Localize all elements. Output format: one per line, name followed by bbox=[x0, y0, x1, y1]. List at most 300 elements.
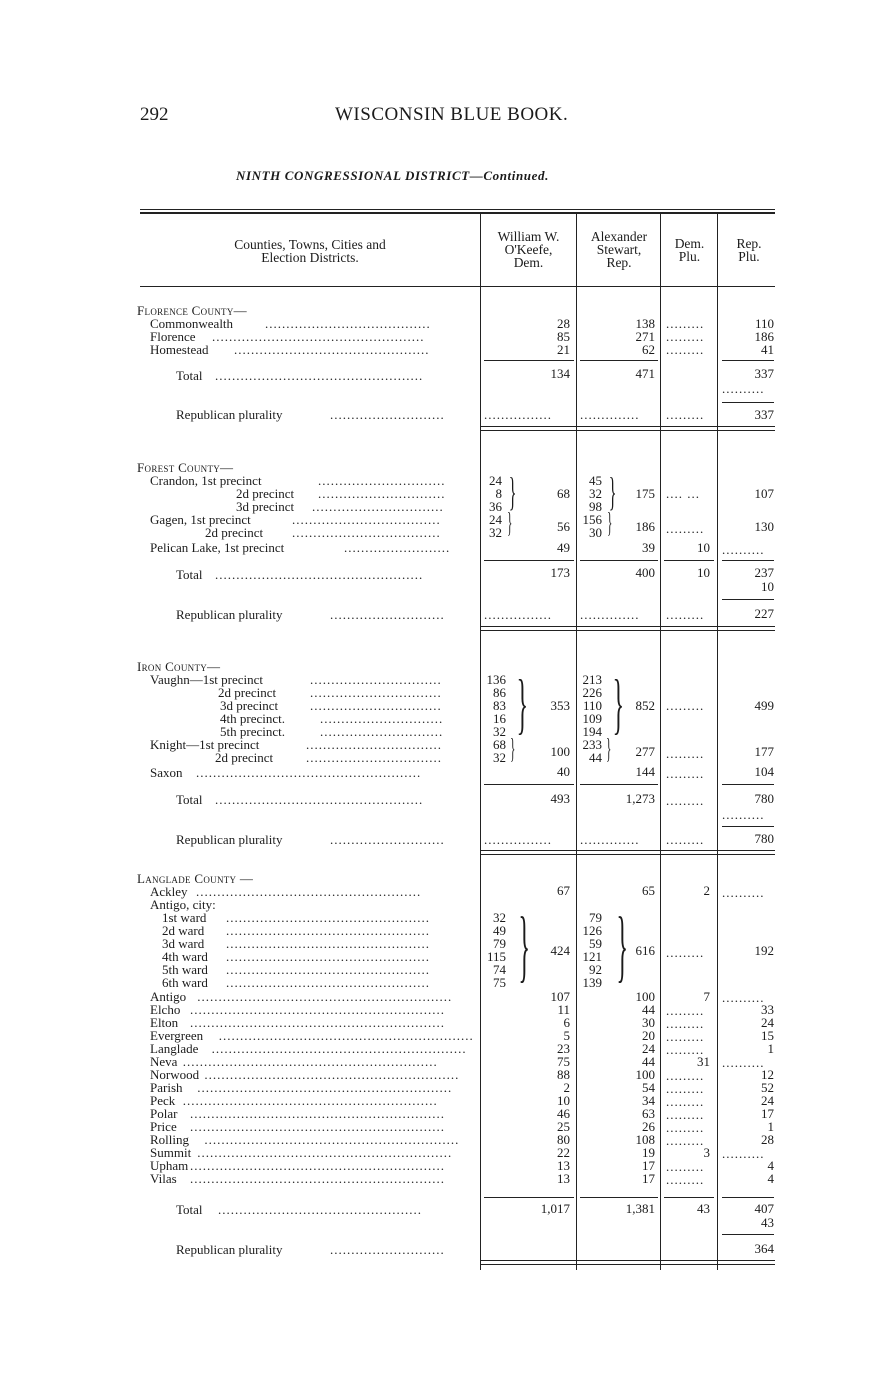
dem-votes: 46 bbox=[557, 1106, 570, 1121]
sum-rule bbox=[484, 360, 574, 361]
leader-dots: ......... bbox=[666, 1043, 705, 1056]
leader-dots: ................ bbox=[484, 408, 552, 421]
row-label: 3d precinct bbox=[236, 499, 295, 514]
rep-plurality: 52 bbox=[761, 1080, 774, 1095]
rep-plurality: 4 bbox=[767, 1171, 774, 1186]
precinct-rep: 226 bbox=[582, 685, 602, 700]
total-label: Total bbox=[176, 792, 203, 807]
leader-dots: ..................................................... bbox=[196, 885, 422, 898]
section-rule bbox=[480, 630, 775, 631]
sum-rule bbox=[664, 1197, 714, 1198]
dem-votes: 28 bbox=[557, 316, 570, 331]
leader-dots: ............................................................ bbox=[190, 1003, 445, 1016]
precinct-dem: 24 bbox=[489, 512, 502, 527]
dem-votes: 40 bbox=[557, 764, 570, 779]
rep-votes: 17 bbox=[642, 1171, 655, 1186]
row-label: Neva bbox=[150, 1054, 178, 1069]
section-rule bbox=[480, 850, 775, 851]
dem-votes: 100 bbox=[550, 744, 570, 759]
rep-plu-offset: 43 bbox=[761, 1215, 774, 1230]
leader-dots: ......... bbox=[666, 1095, 705, 1108]
precinct-rep: 194 bbox=[582, 724, 602, 739]
dem-total: 134 bbox=[550, 366, 570, 381]
dem-plurality: 2 bbox=[703, 883, 710, 898]
row-label: 5th ward bbox=[162, 962, 208, 977]
rep-votes: 20 bbox=[642, 1028, 655, 1043]
precinct-rep: 156 bbox=[582, 512, 602, 527]
rep-plurality: 24 bbox=[761, 1015, 774, 1030]
dem-votes: 2 bbox=[563, 1080, 570, 1095]
rep-plurality: 186 bbox=[754, 329, 774, 344]
row-label: Ackley bbox=[150, 884, 188, 899]
dem-votes: 6 bbox=[563, 1015, 570, 1030]
precinct-rep: 233 bbox=[582, 737, 602, 752]
brace-icon: } bbox=[508, 469, 517, 514]
leader-dots: ......... bbox=[666, 1108, 705, 1121]
col-header-dem-plu: Dem. Plu. bbox=[674, 236, 705, 264]
leader-dots: ................................... bbox=[292, 513, 441, 526]
ward-dem: 49 bbox=[493, 923, 506, 938]
ward-rep: 92 bbox=[589, 962, 602, 977]
rep-votes: 271 bbox=[635, 329, 655, 344]
leader-dots: ......... bbox=[666, 343, 705, 356]
sum-rule bbox=[484, 560, 574, 561]
sum-rule bbox=[580, 784, 658, 785]
leader-dots: ................................................. bbox=[215, 369, 424, 382]
row-label: Norwood bbox=[150, 1067, 200, 1082]
precinct-dem: 32 bbox=[489, 525, 502, 540]
rep-plurality: 110 bbox=[754, 316, 774, 331]
col-header-okeefe: William W. O'Keefe, Dem. bbox=[497, 229, 560, 270]
rep-votes: 26 bbox=[642, 1119, 655, 1134]
ward-rep: 126 bbox=[582, 923, 602, 938]
col-header-stewart: Alexander Stewart, Rep. bbox=[590, 229, 648, 270]
section-rule bbox=[480, 626, 775, 627]
dem-votes: 88 bbox=[557, 1067, 570, 1082]
leader-dots: ......... bbox=[666, 699, 705, 712]
sum-rule bbox=[580, 360, 658, 361]
section-rule bbox=[480, 1260, 775, 1261]
leader-dots: ......... bbox=[666, 608, 705, 621]
ward-rep: 139 bbox=[582, 975, 602, 990]
top-rule bbox=[140, 209, 775, 210]
leader-dots: ......................... bbox=[344, 541, 451, 554]
leader-dots: .............................. bbox=[318, 474, 446, 487]
county-heading: Florence County— bbox=[137, 303, 247, 318]
leader-dots: ......... bbox=[666, 747, 705, 760]
brace-icon: } bbox=[606, 734, 612, 765]
sum-rule bbox=[722, 560, 774, 561]
precinct-dem: 32 bbox=[493, 724, 506, 739]
rep-votes: 100 bbox=[635, 1067, 655, 1082]
leader-dots: ................................................ bbox=[218, 1203, 422, 1216]
precinct-dem: 8 bbox=[495, 486, 502, 501]
rep-plurality: 41 bbox=[761, 342, 774, 357]
rep-votes: 108 bbox=[635, 1132, 655, 1147]
rep-votes: 277 bbox=[635, 744, 655, 759]
leader-dots: ............................................................ bbox=[190, 1172, 445, 1185]
rep-votes: 24 bbox=[642, 1041, 655, 1056]
leader-dots: ......... bbox=[666, 522, 705, 535]
rep-votes: 65 bbox=[642, 883, 655, 898]
section-rule bbox=[480, 430, 775, 431]
rep-plurality: 12 bbox=[761, 1067, 774, 1082]
leader-dots: ............................. bbox=[320, 725, 444, 738]
dem-votes: 22 bbox=[557, 1145, 570, 1160]
leader-dots: ................ bbox=[484, 833, 552, 846]
dem-votes: 424 bbox=[550, 943, 570, 958]
rep-plurality: 107 bbox=[754, 486, 774, 501]
leader-dots: ............................................................ bbox=[190, 1159, 445, 1172]
plurality-value: 364 bbox=[754, 1241, 774, 1256]
leader-dots: .............. bbox=[580, 608, 640, 621]
leader-dots: ............................................................ bbox=[211, 1042, 467, 1055]
rep-plurality: 499 bbox=[754, 698, 774, 713]
col-header-rep-plu: Rep. Plu. bbox=[736, 236, 762, 264]
county-heading: Forest County— bbox=[137, 460, 234, 475]
brace-icon: } bbox=[608, 469, 617, 514]
total-label: Total bbox=[176, 1202, 203, 1217]
rep-votes: 100 bbox=[635, 989, 655, 1004]
rep-votes: 30 bbox=[642, 1015, 655, 1030]
row-label: 4th precinct. bbox=[220, 711, 285, 726]
leader-dots: ............................................................ bbox=[197, 990, 453, 1003]
sum-rule bbox=[722, 1234, 774, 1235]
row-label: Florence bbox=[150, 329, 196, 344]
row-label: Summit bbox=[150, 1145, 192, 1160]
row-label: Gagen, 1st precinct bbox=[150, 512, 251, 527]
rep-votes: 62 bbox=[642, 342, 655, 357]
leader-dots: ......... bbox=[666, 1030, 705, 1043]
row-label: Upham bbox=[150, 1158, 189, 1173]
dem-plurality: 3 bbox=[703, 1145, 710, 1160]
leader-dots: ............................................................ bbox=[218, 1029, 474, 1042]
precinct-rep: 98 bbox=[589, 499, 602, 514]
row-label: Saxon bbox=[150, 765, 183, 780]
leader-dots: ......... bbox=[666, 1121, 705, 1134]
rep-votes: 616 bbox=[635, 943, 655, 958]
dem-votes: 49 bbox=[557, 540, 570, 555]
plurality-value: 227 bbox=[754, 606, 774, 621]
rep-plurality: 130 bbox=[754, 519, 774, 534]
leader-dots: ......... bbox=[666, 794, 705, 807]
sum-rule bbox=[484, 1197, 574, 1198]
rep-plurality: 15 bbox=[761, 1028, 774, 1043]
leader-dots: ............................. bbox=[320, 712, 444, 725]
row-label: Price bbox=[150, 1119, 177, 1134]
sum-rule bbox=[722, 1197, 774, 1198]
dem-total: 173 bbox=[550, 565, 570, 580]
rep-votes: 175 bbox=[635, 486, 655, 501]
rep-plurality: 104 bbox=[754, 764, 774, 779]
ward-rep: 121 bbox=[582, 949, 602, 964]
leader-dots: ............................... bbox=[312, 500, 444, 513]
dem-plurality: 10 bbox=[697, 540, 710, 555]
leader-dots: ............................................................ bbox=[190, 1016, 445, 1029]
plurality-label: Republican plurality bbox=[176, 607, 283, 622]
leader-dots: ......... bbox=[666, 946, 705, 959]
row-label: Crandon, 1st precinct bbox=[150, 473, 262, 488]
leader-dots: ......... bbox=[666, 1160, 705, 1173]
leader-dots: ............................................................ bbox=[197, 1146, 453, 1159]
rep-plurality: 33 bbox=[761, 1002, 774, 1017]
rep-total: 400 bbox=[635, 565, 655, 580]
leader-dots: .......... bbox=[722, 382, 765, 395]
brace-icon: } bbox=[507, 508, 513, 539]
precinct-rep: 30 bbox=[589, 525, 602, 540]
brace-icon: } bbox=[612, 665, 625, 741]
row-label: 3d precinct bbox=[220, 698, 279, 713]
dem-votes: 56 bbox=[557, 519, 570, 534]
section-rule bbox=[480, 426, 775, 427]
leader-dots: ............................... bbox=[310, 673, 442, 686]
dem-plu-total: 43 bbox=[697, 1201, 710, 1216]
rep-total: 471 bbox=[635, 366, 655, 381]
table-subtitle: NINTH CONGRESSIONAL DISTRICT—Continued. bbox=[236, 168, 549, 183]
leader-dots: ......... bbox=[666, 1004, 705, 1017]
row-label: 2d precinct bbox=[236, 486, 295, 501]
dem-plu-total: 10 bbox=[697, 565, 710, 580]
rep-plurality: 1 bbox=[767, 1041, 774, 1056]
row-label: 3d ward bbox=[162, 936, 205, 951]
precinct-dem: 24 bbox=[489, 473, 502, 488]
ward-dem: 79 bbox=[493, 936, 506, 951]
leader-dots: .... ... bbox=[666, 487, 700, 500]
dem-votes: 13 bbox=[557, 1171, 570, 1186]
row-label: 2d precinct bbox=[205, 525, 264, 540]
ward-rep: 79 bbox=[589, 910, 602, 925]
row-label: Parish bbox=[150, 1080, 183, 1095]
dem-plurality: 7 bbox=[703, 989, 710, 1004]
county-heading: Langlade County — bbox=[137, 871, 254, 886]
section-rule bbox=[480, 1264, 775, 1265]
county-heading: Iron County— bbox=[137, 659, 221, 674]
row-label: Rolling bbox=[150, 1132, 190, 1147]
leader-dots: ............................................................ bbox=[204, 1068, 460, 1081]
ward-rep: 59 bbox=[589, 936, 602, 951]
rep-plurality: 17 bbox=[761, 1106, 774, 1121]
sum-rule bbox=[722, 599, 774, 600]
rep-plu-total: 237 bbox=[754, 565, 774, 580]
leader-dots: .............. bbox=[580, 833, 640, 846]
row-label: Evergreen bbox=[150, 1028, 204, 1043]
precinct-dem: 16 bbox=[493, 711, 506, 726]
leader-dots: ......... bbox=[666, 317, 705, 330]
precinct-dem: 68 bbox=[493, 737, 506, 752]
dem-votes: 5 bbox=[563, 1028, 570, 1043]
leader-dots: ......... bbox=[666, 767, 705, 780]
rep-votes: 63 bbox=[642, 1106, 655, 1121]
leader-dots: .......... bbox=[722, 1056, 765, 1069]
brace-icon: } bbox=[616, 902, 628, 990]
dem-votes: 353 bbox=[550, 698, 570, 713]
leader-dots: ................................................ bbox=[226, 911, 430, 924]
leader-dots: ......... bbox=[666, 408, 705, 421]
row-label: Vaughn—1st precinct bbox=[150, 672, 264, 687]
leader-dots: .......... bbox=[722, 808, 765, 821]
leader-dots: ................................... bbox=[292, 526, 441, 539]
rep-total: 1,381 bbox=[625, 1201, 655, 1216]
dem-votes: 107 bbox=[550, 989, 570, 1004]
leader-dots: .......... bbox=[722, 543, 765, 556]
plurality-value: 337 bbox=[754, 407, 774, 422]
total-label: Total bbox=[176, 567, 203, 582]
leader-dots: ................ bbox=[484, 608, 552, 621]
leader-dots: ..................................................... bbox=[196, 766, 422, 779]
leader-dots: .................................................. bbox=[212, 330, 425, 343]
brace-icon: } bbox=[510, 734, 516, 765]
leader-dots: .......... bbox=[722, 991, 765, 1004]
row-label: Elton bbox=[150, 1015, 179, 1030]
section-rule bbox=[480, 854, 775, 855]
plurality-label: Republican plurality bbox=[176, 832, 283, 847]
leader-dots: ............................................................ bbox=[182, 1094, 438, 1107]
leader-dots: ............................................................ bbox=[190, 1120, 445, 1133]
page-number: 292 bbox=[140, 104, 169, 125]
precinct-rep: 45 bbox=[589, 473, 602, 488]
sum-rule bbox=[484, 784, 574, 785]
dem-votes: 75 bbox=[557, 1054, 570, 1069]
plurality-label: Republican plurality bbox=[176, 1242, 283, 1257]
leader-dots: ............................................................ bbox=[197, 1081, 453, 1094]
rep-plurality: 192 bbox=[754, 943, 774, 958]
sum-rule bbox=[664, 560, 714, 561]
row-label: Homestead bbox=[150, 342, 209, 357]
leader-dots: .......... bbox=[722, 886, 765, 899]
row-label: 6th ward bbox=[162, 975, 208, 990]
rep-total: 1,273 bbox=[625, 791, 655, 806]
dem-votes: 85 bbox=[557, 329, 570, 344]
leader-dots: ................................................. bbox=[215, 793, 424, 806]
dem-votes: 11 bbox=[557, 1002, 570, 1017]
dem-total: 493 bbox=[550, 791, 570, 806]
ward-dem: 115 bbox=[486, 949, 506, 964]
rep-votes: 852 bbox=[635, 698, 655, 713]
row-label: Elcho bbox=[150, 1002, 181, 1017]
leader-dots: ......... bbox=[666, 833, 705, 846]
precinct-rep: 32 bbox=[589, 486, 602, 501]
plurality-value: 780 bbox=[754, 831, 774, 846]
dem-votes: 67 bbox=[557, 883, 570, 898]
leader-dots: ......... bbox=[666, 1134, 705, 1147]
row-label: 2d precinct bbox=[215, 750, 274, 765]
sum-rule bbox=[722, 826, 774, 827]
column-rule bbox=[576, 213, 577, 1270]
brace-icon: } bbox=[518, 902, 530, 990]
leader-dots: .............. bbox=[580, 408, 640, 421]
rep-votes: 44 bbox=[642, 1054, 655, 1069]
rep-votes: 186 bbox=[635, 519, 655, 534]
dem-plurality: 31 bbox=[697, 1054, 710, 1069]
precinct-dem: 36 bbox=[489, 499, 502, 514]
leader-dots: ........................... bbox=[330, 408, 445, 421]
rep-votes: 17 bbox=[642, 1158, 655, 1173]
row-label: Vilas bbox=[150, 1171, 177, 1186]
leader-dots: ............................................................ bbox=[204, 1133, 460, 1146]
row-label: 5th precinct. bbox=[220, 724, 285, 739]
sum-rule bbox=[580, 1197, 658, 1198]
sum-rule bbox=[580, 560, 658, 561]
leader-dots: ......... bbox=[666, 1017, 705, 1030]
sum-rule bbox=[722, 360, 774, 361]
leader-dots: ................................ bbox=[306, 751, 442, 764]
rep-plu-total: 337 bbox=[754, 366, 774, 381]
leader-dots: ......... bbox=[666, 1069, 705, 1082]
leader-dots: ........................... bbox=[330, 1243, 445, 1256]
column-rule bbox=[480, 213, 481, 1270]
column-rule bbox=[660, 213, 661, 1270]
precinct-dem: 86 bbox=[493, 685, 506, 700]
row-label: 2d precinct bbox=[218, 685, 277, 700]
rep-plurality: 1 bbox=[767, 1119, 774, 1134]
leader-dots: ................................................ bbox=[226, 950, 430, 963]
leader-dots: ........................... bbox=[330, 833, 445, 846]
dem-votes: 10 bbox=[557, 1093, 570, 1108]
dem-votes: 25 bbox=[557, 1119, 570, 1134]
row-label: 4th ward bbox=[162, 949, 208, 964]
dem-votes: 68 bbox=[557, 486, 570, 501]
precinct-dem: 83 bbox=[493, 698, 506, 713]
leader-dots: ................................................ bbox=[226, 924, 430, 937]
rep-votes: 19 bbox=[642, 1145, 655, 1160]
leader-dots: ......... bbox=[666, 1173, 705, 1186]
precinct-rep: 109 bbox=[582, 711, 602, 726]
dem-votes: 80 bbox=[557, 1132, 570, 1147]
col-header-districts: Counties, Towns, Cities and Election Districts. bbox=[234, 237, 386, 265]
total-label: Total bbox=[176, 368, 203, 383]
rep-plurality: 24 bbox=[761, 1093, 774, 1108]
dem-votes: 21 bbox=[557, 342, 570, 357]
rep-plu-total: 780 bbox=[754, 791, 774, 806]
row-label: Polar bbox=[150, 1106, 178, 1121]
ward-dem: 74 bbox=[493, 962, 506, 977]
sum-rule bbox=[722, 784, 774, 785]
precinct-dem: 32 bbox=[493, 750, 506, 765]
row-label: Commonwealth bbox=[150, 316, 234, 331]
leader-dots: ............................... bbox=[310, 699, 442, 712]
row-label: Antigo bbox=[150, 989, 187, 1004]
top-rule bbox=[140, 212, 775, 214]
rep-plu-total: 407 bbox=[754, 1201, 774, 1216]
leader-dots: ................................ bbox=[306, 738, 442, 751]
rep-votes: 44 bbox=[642, 1002, 655, 1017]
rep-votes: 144 bbox=[635, 764, 655, 779]
leader-dots: ................................................ bbox=[226, 963, 430, 976]
running-title: WISCONSIN BLUE BOOK. bbox=[335, 104, 569, 125]
brace-icon: } bbox=[607, 508, 613, 539]
dem-total: 1,017 bbox=[540, 1201, 570, 1216]
brace-icon: } bbox=[516, 665, 529, 741]
leader-dots: ................................................. bbox=[215, 568, 424, 581]
row-label: Peck bbox=[150, 1093, 176, 1108]
row-label: 1st ward bbox=[162, 910, 207, 925]
rep-plurality: 177 bbox=[754, 744, 774, 759]
column-rule bbox=[717, 213, 718, 1270]
precinct-rep: 213 bbox=[582, 672, 602, 687]
leader-dots: .............................. bbox=[318, 487, 446, 500]
leader-dots: ............................................................ bbox=[182, 1055, 438, 1068]
rep-votes: 34 bbox=[642, 1093, 655, 1108]
leader-dots: ............................... bbox=[310, 686, 442, 699]
leader-dots: ......... bbox=[666, 330, 705, 343]
leader-dots: ............................................................ bbox=[190, 1107, 445, 1120]
rep-votes: 39 bbox=[642, 540, 655, 555]
city-heading: Antigo, city: bbox=[150, 897, 216, 912]
leader-dots: ........................... bbox=[330, 608, 445, 621]
row-label: 2d ward bbox=[162, 923, 205, 938]
row-label: Langlade bbox=[150, 1041, 199, 1056]
rep-votes: 138 bbox=[635, 316, 655, 331]
